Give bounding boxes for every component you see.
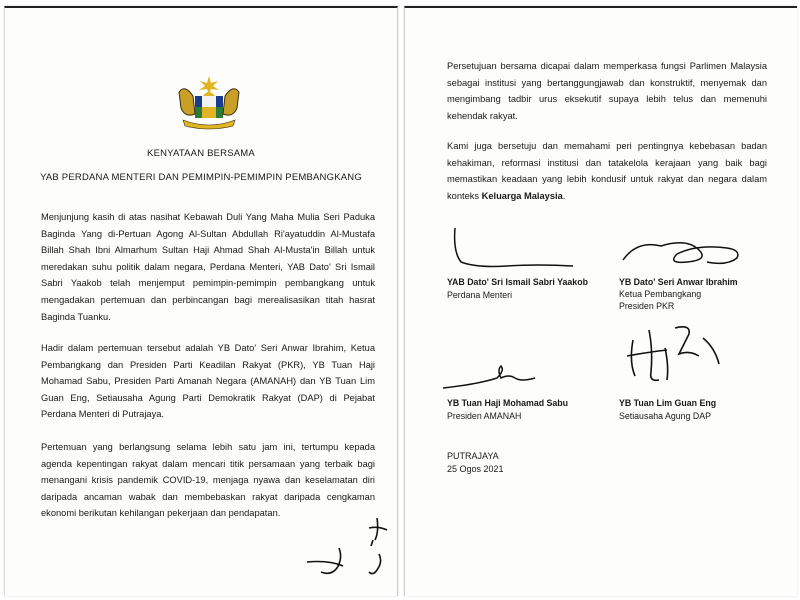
- date-label: 25 Ogos 2021: [447, 464, 504, 474]
- paragraph-4: Persetujuan bersama dicapai dalam memperkasa fungsi Parlimen Malaysia sebagai institusi yang bertanggungjawab dan konstruktif, menyemak dan mengimbang tadbir urus eksekutif supaya lebih telus dan memenuhi kehendak rakyat.: [447, 61, 767, 121]
- signature-mohamad-sabu: [439, 348, 579, 394]
- place-label: PUTRAJAYA: [447, 451, 499, 461]
- malaysia-coat-of-arms-icon: [173, 74, 245, 132]
- signatory-2-name: YB Dato' Seri Anwar Ibrahim: [619, 277, 738, 287]
- signatory-4-role: Setiausaha Agung DAP: [619, 411, 711, 421]
- signature-lim-guan-eng: [619, 320, 739, 392]
- paragraph-5: Kami juga bersetuju dan memahami peri pentingnya kebebasan badan kehakiman, reformasi institusi dan tatakelola kerajaan yang baik bagi memastikan keadaan yang lebih kondusif untuk rakyat dan negara dalam konteks Keluarga Malaysia.: [447, 141, 767, 201]
- statement-page-1: [4, 6, 398, 596]
- signatory-1-role: Perdana Menteri: [447, 290, 513, 300]
- statement-page-2: [404, 6, 797, 596]
- signature-anwar-ibrahim: [617, 230, 747, 272]
- signature-ismail-sabri: [447, 222, 577, 272]
- signatory-3-name: YB Tuan Haji Mohamad Sabu: [447, 398, 569, 408]
- signatory-2-role-2: Presiden PKR: [619, 301, 675, 311]
- paragraph-2: Hadir dalam pertemuan tersebut adalah YB Dato' Seri Anwar Ibrahim, Ketua Pembangkang dan Presiden Parti Keadilan Rakyat (PKR), YB Tuan Haji Mohamad Sabu, Presiden Parti Amanah Negara (AMANAH) dan YB Tuan Lim Guan Eng, Setiausaha Agung Parti Demokratik Rakyat (DAP) di Pejabat Perdana Menteri di Putrajaya.: [41, 343, 375, 420]
- signatory-1-name: YAB Dato' Sri Ismail Sabri Yaakob: [447, 277, 588, 287]
- initials-signature: [299, 510, 399, 586]
- signatory-2-role: Ketua Pembangkang: [619, 289, 702, 299]
- signatory-4-name: YB Tuan Lim Guan Eng: [619, 398, 717, 408]
- keluarga-malaysia-emphasis: Keluarga Malaysia: [481, 190, 563, 201]
- signatory-3-role: Presiden AMANAH: [447, 411, 522, 421]
- statement-title: KENYATAAN BERSAMA: [147, 148, 255, 159]
- paragraph-3: Pertemuan yang berlangsung selama lebih satu jam ini, tertumpu kepada agenda kepentingan rakyat dalam mencari titik persamaan yang terbaik bagi menangani krisis pandemik COVID-19, menjaga nyawa dan keselamatan diri daripada ancaman wabak dan membebaskan rakyat daripada cengkaman ekonomi berikutan kehilangan pekerjaan dan pendapatan.: [41, 442, 375, 519]
- paragraph-1: Menjunjung kasih di atas nasihat Kebawah Duli Yang Maha Mulia Seri Paduka Baginda Yang di-Pertuan Agong Al-Sultan Abdullah Ri'ayatuddin Al-Mustafa Billah Shah Ibni Almarhum Sultan Haji Ahmad Shah Al-Musta'in Billah untuk meredakan suhu politik dalam negara, Perdana Menteri, YAB Dato' Sri Ismail Sabri Yaakob telah menjemput pemimpin-pemimpin pembangkang untuk mengadakan pertemuan dan perbincangan bagi merealisasikan titah hasrat Baginda Tuanku.: [41, 212, 375, 322]
- statement-subtitle: YAB PERDANA MENTERI DAN PEMIMPIN-PEMIMPIN PEMBANGKANG: [40, 172, 362, 183]
